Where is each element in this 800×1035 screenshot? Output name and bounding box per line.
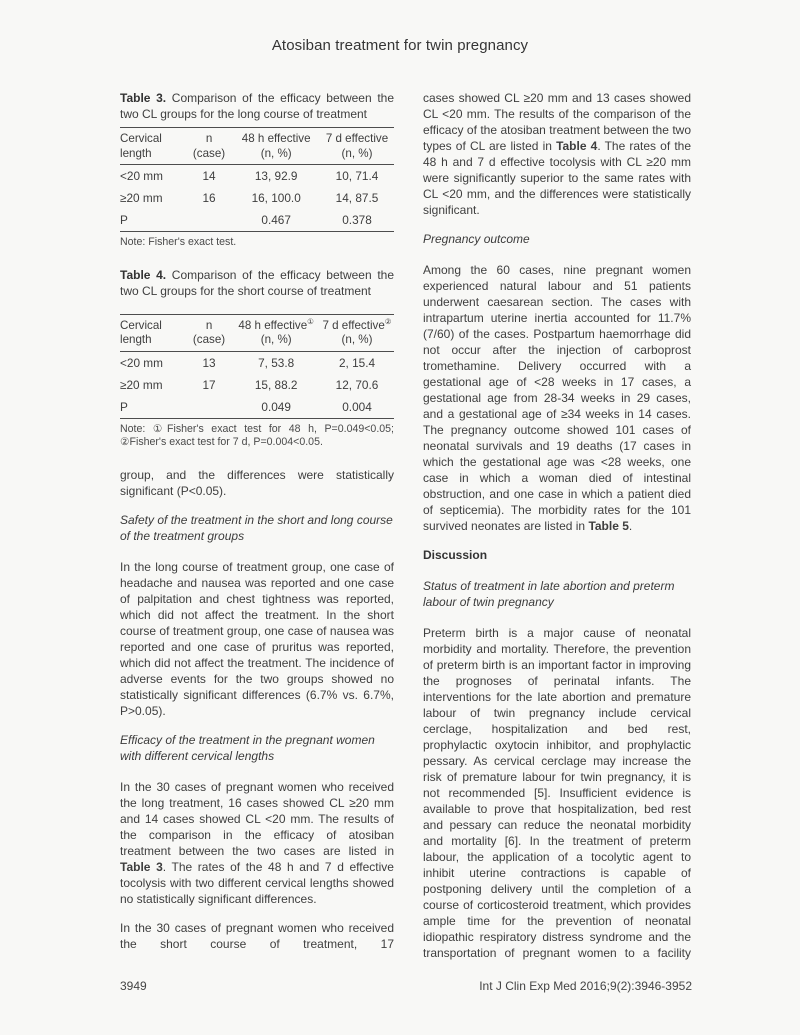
table4-caption-text: Comparison of the efficacy between the two CL groups for the short course of treatment xyxy=(120,267,394,298)
table3-col-48h-effective: 48 h effective (n, %) xyxy=(241,132,311,160)
table5-reference: Table 5 xyxy=(588,519,629,533)
table-cell xyxy=(186,396,233,419)
table-cell: 15, 88.2 xyxy=(254,377,298,392)
page-number: 3949 xyxy=(120,979,147,993)
table-cell: 10, 71.4 xyxy=(335,169,379,183)
table-cell: 12, 70.6 xyxy=(335,377,379,392)
paragraph-long-treatment: In the 30 cases of pregnant women who received the long treatment, 16 cases showed CL ≥20 mm and 14 cases showed CL <20 mm. The results of the comparison in the efficacy of atosiban treatment between the two cases are listed in Table 3. The rates of the 48 h and 7 d effective tocolysis with two different cervical lengths showed no statistically significant differences. xyxy=(120,779,394,906)
table4-caption xyxy=(120,267,394,299)
table-cell: 16, 100.0 xyxy=(251,191,301,205)
table3-caption-label: Table 3. xyxy=(120,91,167,105)
running-head-title: Atosiban treatment for twin pregnancy xyxy=(271,37,529,54)
table-cell: 14 xyxy=(202,169,216,183)
table-cell: P xyxy=(120,399,128,414)
left-column xyxy=(120,90,394,974)
table3-row-ge20 xyxy=(120,187,394,209)
heading-safety: Safety of the treatment in the short and long course of the treatment groups xyxy=(120,512,393,543)
paragraph-safety: In the long course of treatment group, one case of headache and nausea was reported and one case of palpitation and chest tightness was reported, which did not affect the treatment. In the short course of treatment group, one case of nausea was reported and one case of pruritus was reported, which did not affect the treatment. The incidence of adverse events for the two groups showed no statistically significant differences (6.7% vs. 6.7%, P>0.05). xyxy=(120,559,394,718)
table3-caption xyxy=(120,90,394,122)
table4-row-ge20 xyxy=(120,374,394,396)
table-cell xyxy=(186,209,233,232)
table4-caption-label: Table 4. xyxy=(120,267,167,282)
table-cell: ≥20 mm xyxy=(120,191,163,205)
table4-col-7d-effective: 7 d effective② (n, %) xyxy=(322,316,392,346)
table3-note: Note: Fisher's exact test. xyxy=(120,236,237,248)
heading-pregnancy-outcome: Pregnancy outcome xyxy=(423,232,530,246)
paragraph-significance: group, and the differences were statistically significant (P<0.05). xyxy=(120,467,394,498)
heading-status-treatment: Status of treatment in late abortion and preterm labour of twin pregnancy xyxy=(423,579,675,609)
table3-header xyxy=(120,128,394,165)
table4-col-cervical-length: Cervical length xyxy=(120,318,162,346)
table3-caption-text: Comparison of the efficacy between the two CL groups for the long course of treatment xyxy=(120,91,394,121)
table4-row-p xyxy=(120,396,394,419)
paragraph-short-treatment-start: In the 30 cases of pregnant women who received the short course of treatment, 17 xyxy=(120,920,394,951)
table3 xyxy=(120,127,394,232)
table3-col-cervical-length: Cervical length xyxy=(120,132,162,160)
table-cell: P xyxy=(120,213,128,227)
table-cell: 7, 53.8 xyxy=(258,355,295,370)
table3-reference: Table 3 xyxy=(120,859,163,874)
table-cell: 17 xyxy=(202,377,216,392)
table-cell: 13 xyxy=(202,355,216,370)
table-cell: 0.049 xyxy=(261,399,291,414)
table-cell: ≥20 mm xyxy=(120,377,163,392)
table-cell: 14, 87.5 xyxy=(335,191,379,205)
paragraph-pregnancy-outcome: Among the 60 cases, nine pregnant women experienced natural labour and 51 patients underwent caesarean section. The cases with intrapartum uterine inertia accounted for 11.7% (7/60) of the cases. Postpartum haemorrhage did not occur after the injection of carboprost tromethamine. Delivery occurred with a gestational age of <28 weeks in 17 cases, a gestational age from 28-34 weeks in 29 cases, and a gestational age of ≥34 weeks in 14 cases. The pregnancy outcome showed 101 cases of neonatal survivals and 19 deaths (17 cases in which the gestational age was <28 weeks, one case in which a woman died of intestinal obstruction, and one case in which a patient died of septicemia). The morbidity rates for the 101 survived neonates are listed in Table 5. xyxy=(423,263,691,533)
table-cell: 0.378 xyxy=(342,213,372,227)
table-cell: 0.004 xyxy=(342,399,372,414)
table3-row-p xyxy=(120,209,394,232)
article-body xyxy=(120,90,691,974)
table-cell: 0.467 xyxy=(261,213,291,227)
table4-note: Note: ①Fisher's exact test for 48 h, P=0.049<0.05; ②Fisher's exact test for 7 d, P=0.004<0.05. xyxy=(120,422,394,448)
table3-col-7d-effective: 7 d effective (n, %) xyxy=(325,132,389,160)
table4-col-48h-effective: 48 h effective① (n, %) xyxy=(238,316,314,346)
heading-discussion: Discussion xyxy=(423,548,488,562)
table3-row-lt20 xyxy=(120,165,394,188)
paragraph-cl-comparison: cases showed CL ≥20 mm and 13 cases showed CL <20 mm. The results of the comparison of the efficacy of the atosiban treatment between the two types of CL are listed in Table 4. The rates of the 48 h and 7 d effective tocolysis with CL ≥20 mm were significantly superior to the same rates with CL <20 mm, and the differences were statistically significant. xyxy=(423,91,692,217)
table-cell: <20 mm xyxy=(120,355,163,370)
table4-row-lt20 xyxy=(120,351,394,374)
table-cell: <20 mm xyxy=(120,169,163,183)
table4-col-n-case: n (case) xyxy=(192,318,226,346)
table-cell: 2, 15.4 xyxy=(338,355,376,370)
table4 xyxy=(120,314,394,419)
table-cell: 16 xyxy=(202,191,216,205)
journal-reference: Int J Clin Exp Med 2016;9(2):3946-3952 xyxy=(479,979,692,993)
table3-col-n-case: n (case) xyxy=(192,132,226,160)
table4-reference: Table 4 xyxy=(556,139,598,153)
table-cell: 13, 92.9 xyxy=(254,169,298,183)
heading-efficacy-cervical: Efficacy of the treatment in the pregnant women with different cervical lengths xyxy=(120,732,375,763)
paragraph-preterm-birth: Preterm birth is a major cause of neonatal morbidity and mortality. Therefore, the prevention of preterm birth is an important factor in improving the prognoses of perinatal infants. The interventions for the late abortion and premature labour of twin pregnancy include cervical cerclage, hospitalization and bed rest, prophylactic oxytocin inhibitor, and prophylactic pessary. As cervical cerclage may increase the risk of premature labour for twin pregnancy, it is not recommended [5]. Insufficient evidence is available to prove that hospitalization, bed rest and pessary can reduce the neonatal morbidity and mortality [6]. In the treatment of preterm labour, the application of a tocolytic agent to inhibit uterine contractions is capable of postponing delivery until the completion of a course of corticosteroid treatment, which provides ample time for the prevention of neonatal idiopathic respiratory distress syndrome and the transportation of pregnant women to a facility xyxy=(423,626,691,960)
right-column xyxy=(423,90,691,974)
table4-header xyxy=(120,314,394,351)
